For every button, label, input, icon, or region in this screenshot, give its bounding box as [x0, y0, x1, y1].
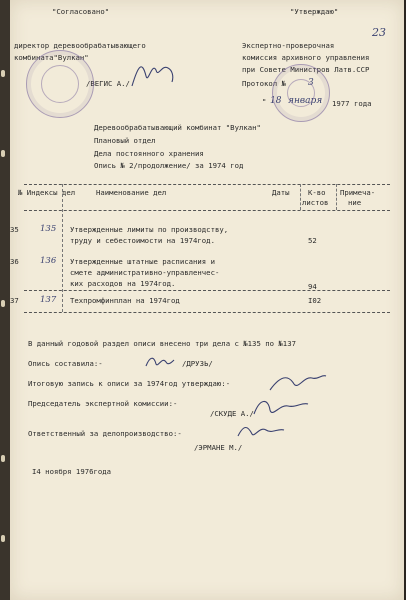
responsible-name: /ЭРМАНЕ М./ [194, 443, 243, 452]
compiled-label: Опись составила:- [28, 359, 103, 368]
compiled-name: /ДРУЗЬ/ [182, 359, 213, 368]
date-year: 1977 года [332, 99, 372, 108]
row-sheets: 94 [308, 282, 317, 291]
row-number: 35 [10, 225, 19, 234]
row-number: 37 [10, 296, 19, 305]
column-divider [62, 184, 63, 312]
row-name-line: Техпромфинплан на 1974год [70, 296, 180, 305]
final-record-approval: Итоговую запись к описи за 1974год утверждаю:- [28, 379, 231, 388]
chair-name: /СКУДЕ А./ [210, 409, 254, 418]
approved-line-1: Экспертно-проверочная [242, 41, 335, 50]
sheet-number: 23 [372, 26, 386, 39]
organization-name: Деревообрабатывающий комбинат "Вулкан" [94, 123, 261, 132]
column-notes-header-2: ние [348, 198, 362, 207]
binding-hole [1, 300, 5, 307]
column-notes-header-1: Примеча- [340, 188, 376, 197]
table-header-rule [24, 210, 390, 211]
binding-hole [1, 455, 5, 462]
row-number: 36 [10, 257, 19, 266]
department-name: Плановый отдел [94, 136, 156, 145]
row-sheets: I02 [308, 296, 322, 305]
row-index: 135 [40, 224, 57, 234]
binding-hole [1, 150, 5, 157]
approved-line-2: комиссия архивного управления [242, 53, 370, 62]
table-bottom-rule [24, 312, 390, 313]
protocol-number: 3 [308, 78, 314, 88]
agreed-role-line-1: директор деревообрабатывающего [14, 41, 146, 50]
column-sheets-header-2: листов [302, 198, 329, 207]
row-name-line: смете административно-управленчес- [70, 268, 220, 277]
responsible-label: Ответственный за делопроизводство:- [28, 429, 182, 438]
date-quote: " [262, 97, 267, 106]
column-divider [336, 184, 337, 210]
row-name-line: труду и себестоимости на 1974год. [70, 236, 215, 245]
protocol-label: Протокол № [242, 79, 286, 88]
approved-title: "Утверждаю" [290, 7, 339, 16]
archive-document-page [10, 0, 404, 600]
agreed-name: /ВЕГИС А./ [86, 79, 130, 88]
column-divider [300, 184, 301, 210]
approved-line-3: при Совете Министров Латв.ССР [242, 65, 370, 74]
signature-chair [250, 392, 310, 422]
agreed-role-line-2: комбината"Вулкан" [14, 53, 89, 62]
agreed-title: "Согласовано" [52, 7, 110, 16]
binding-hole [1, 535, 5, 542]
round-seal-left [26, 50, 94, 118]
row-divider-rule [24, 290, 390, 291]
binding-hole [1, 70, 5, 77]
round-seal-right [272, 64, 330, 122]
signature-responsible [236, 420, 286, 440]
row-name-line: ких расходов на 1974год. [70, 279, 176, 288]
records-category: Дела постоянного хранения [94, 149, 204, 158]
chair-label: Председатель экспертной комиссии:- [28, 399, 178, 408]
signature-director [128, 56, 176, 90]
date-day: 18 [270, 96, 282, 106]
column-index-header: № Индексы дел [18, 188, 76, 197]
signature-approval [268, 370, 328, 394]
column-name-header: Наименование дел [96, 188, 167, 197]
row-name-line: Утвержденные лимиты по производству, [70, 225, 229, 234]
summary-note: В данный годовой раздел описи внесено три дела с №135 по №137 [28, 339, 296, 348]
row-sheets: 52 [308, 236, 317, 245]
row-index: 136 [40, 256, 57, 266]
signature-compiler [144, 352, 176, 370]
date-month: января [288, 96, 323, 106]
inventory-title: Опись № 2/продолжение/ за 1974 год [94, 161, 244, 170]
row-index: 137 [40, 295, 57, 305]
column-dates-header: Даты [272, 188, 290, 197]
document-date: I4 ноября 1976года [32, 467, 112, 476]
binding-edge [0, 0, 10, 600]
column-sheets-header-1: К-во [308, 188, 326, 197]
row-name-line: Утвержденные штатные расписания и [70, 257, 215, 266]
